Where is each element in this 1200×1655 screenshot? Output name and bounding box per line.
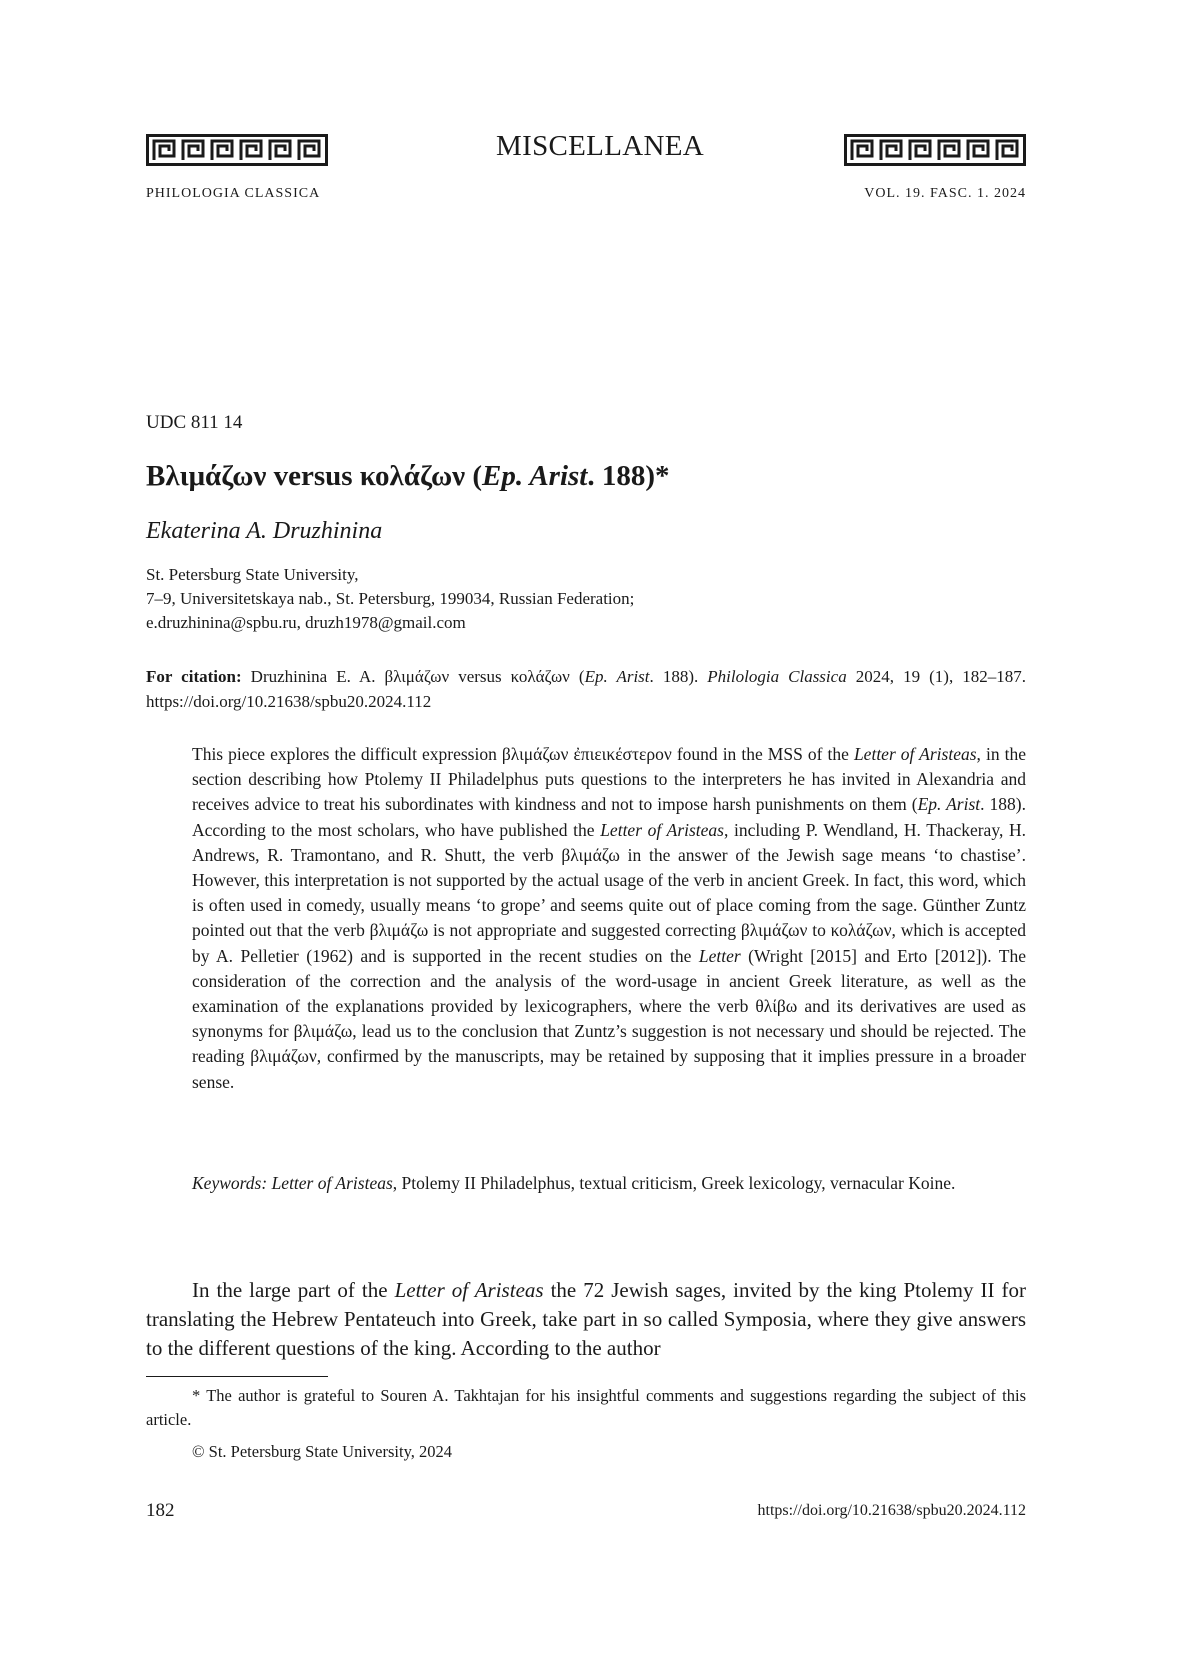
citation-journal: Philologia Classica: [707, 667, 847, 686]
citation-label: For citation:: [146, 667, 242, 686]
author-name: Ekaterina A. Druzhinina: [146, 518, 383, 544]
abstract-text: (Wright [2015] and Erto [2012]). The consideration of the correction and the analysis of the word-usage in ancient Greek literature, as well as the examination of the explanations provided by lexicographers, where the verb θλίβω and its derivatives are used as synonyms for βλιμάζω, lead us to the conclusion that Zuntz’s suggestion is not necessary und should be rejected. The reading βλιμάζων, confirmed by the manuscripts, may be retained by supposing that it implies pressure in a broader sense.: [192, 945, 1026, 1092]
abstract: [192, 742, 1026, 1095]
body-text: the 72 Jewish sages, invited by the king Ptolemy II for translating the Hebrew Pentateuch into Greek, take part in so called Symposia, where they give answers to the different questions of the king. According to the author: [146, 1278, 1026, 1360]
keywords-italic: Letter of Aristeas: [267, 1173, 393, 1193]
abstract-text: , including P. Wendland, H. Thackeray, H. Andrews, R. Tramontano, and R. Shutt, the verb βλιμάζω in the answer of the Jewish sage means ‘to chastise’. However, this interpretation is not supported by the actual usage of the verb in ancient Greek. In fact, this word, which is often used in comedy, usually means ‘to grope’ and seems quite out of place coming from the sage. Günther Zuntz pointed out that the verb βλιμάζω is not appropriate and suggested correcting βλιμάζων to κολάζων, which is accepted by A. Pelletier (1962) and is supported in the recent studies on the: [192, 819, 1026, 966]
keywords: [192, 1171, 1026, 1196]
citation-text: . 188).: [649, 667, 708, 686]
body-italic: Letter of Aristeas: [394, 1278, 544, 1302]
abstract-text: . 188). According to the most scholars, who have published the: [192, 794, 1026, 840]
body-paragraph: [146, 1276, 1026, 1363]
citation-block: [146, 664, 1026, 714]
running-head-left: PHILOLOGIA CLASSICA: [146, 186, 321, 201]
abstract-italic: Letter of Aristeas: [600, 819, 724, 840]
title-end: . 188)*: [587, 460, 670, 492]
footnote-rule: [146, 1376, 328, 1377]
affiliation-line-2: 7–9, Universitetskaya nab., St. Petersburg, 199034, Russian Federation;: [146, 589, 635, 608]
keywords-text: , Ptolemy II Philadelphus, textual criticism, Greek lexicology, vernacular Koine.: [392, 1173, 956, 1193]
article-title: [146, 460, 670, 493]
affiliation-line-1: St. Petersburg State University,: [146, 565, 359, 584]
title-italic: Ep. Arist: [482, 460, 588, 492]
abstract-italic: Letter of Aristeas: [853, 744, 977, 764]
citation-text: Druzhinina E. A. βλιμάζων versus κολάζων (: [241, 667, 585, 686]
affiliation-emails: e.druzhinina@spbu.ru, druzh1978@gmail.com: [146, 613, 466, 632]
keywords-label: Keywords:: [192, 1173, 268, 1193]
page-number: 182: [146, 1500, 175, 1521]
affiliation: [146, 563, 634, 635]
running-head-right: VOL. 19. FASC. 1. 2024: [864, 186, 1026, 201]
abstract-italic: Ep. Arist: [917, 794, 981, 815]
body-text: In the large part of the: [192, 1278, 395, 1302]
footnote: * The author is grateful to Souren A. Takhtajan for his insightful comments and suggestions regarding the subject of this article.: [146, 1386, 1026, 1429]
abstract-text: This piece explores the difficult expression βλιμάζων ἐπιεικέστερον found in the MSS of the: [192, 744, 854, 764]
footer-doi-link[interactable]: https://doi.org/10.21638/spbu20.2024.112: [757, 1502, 1026, 1519]
abstract-text: , in the section describing how Ptolemy II Philadelphus puts questions to the interpreters he has invited in Alexandria and receives advice to treat his subordinates with kindness and not to impose harsh punishments on them (: [192, 744, 1027, 815]
abstract-italic: Letter: [698, 945, 741, 966]
citation-doi: 2024, 19 (1), 182–187. https://doi.org/10.21638/spbu20.2024.112: [146, 667, 1027, 711]
journal-section-title: MISCELLANEA: [496, 130, 704, 162]
udc-code: UDC 811 14: [146, 412, 243, 433]
citation-italic: Ep. Arist: [584, 667, 650, 686]
title-greek: Βλιμάζων versus κολάζων (: [146, 460, 483, 492]
copyright-notice: © St. Petersburg State University, 2024: [192, 1442, 453, 1461]
